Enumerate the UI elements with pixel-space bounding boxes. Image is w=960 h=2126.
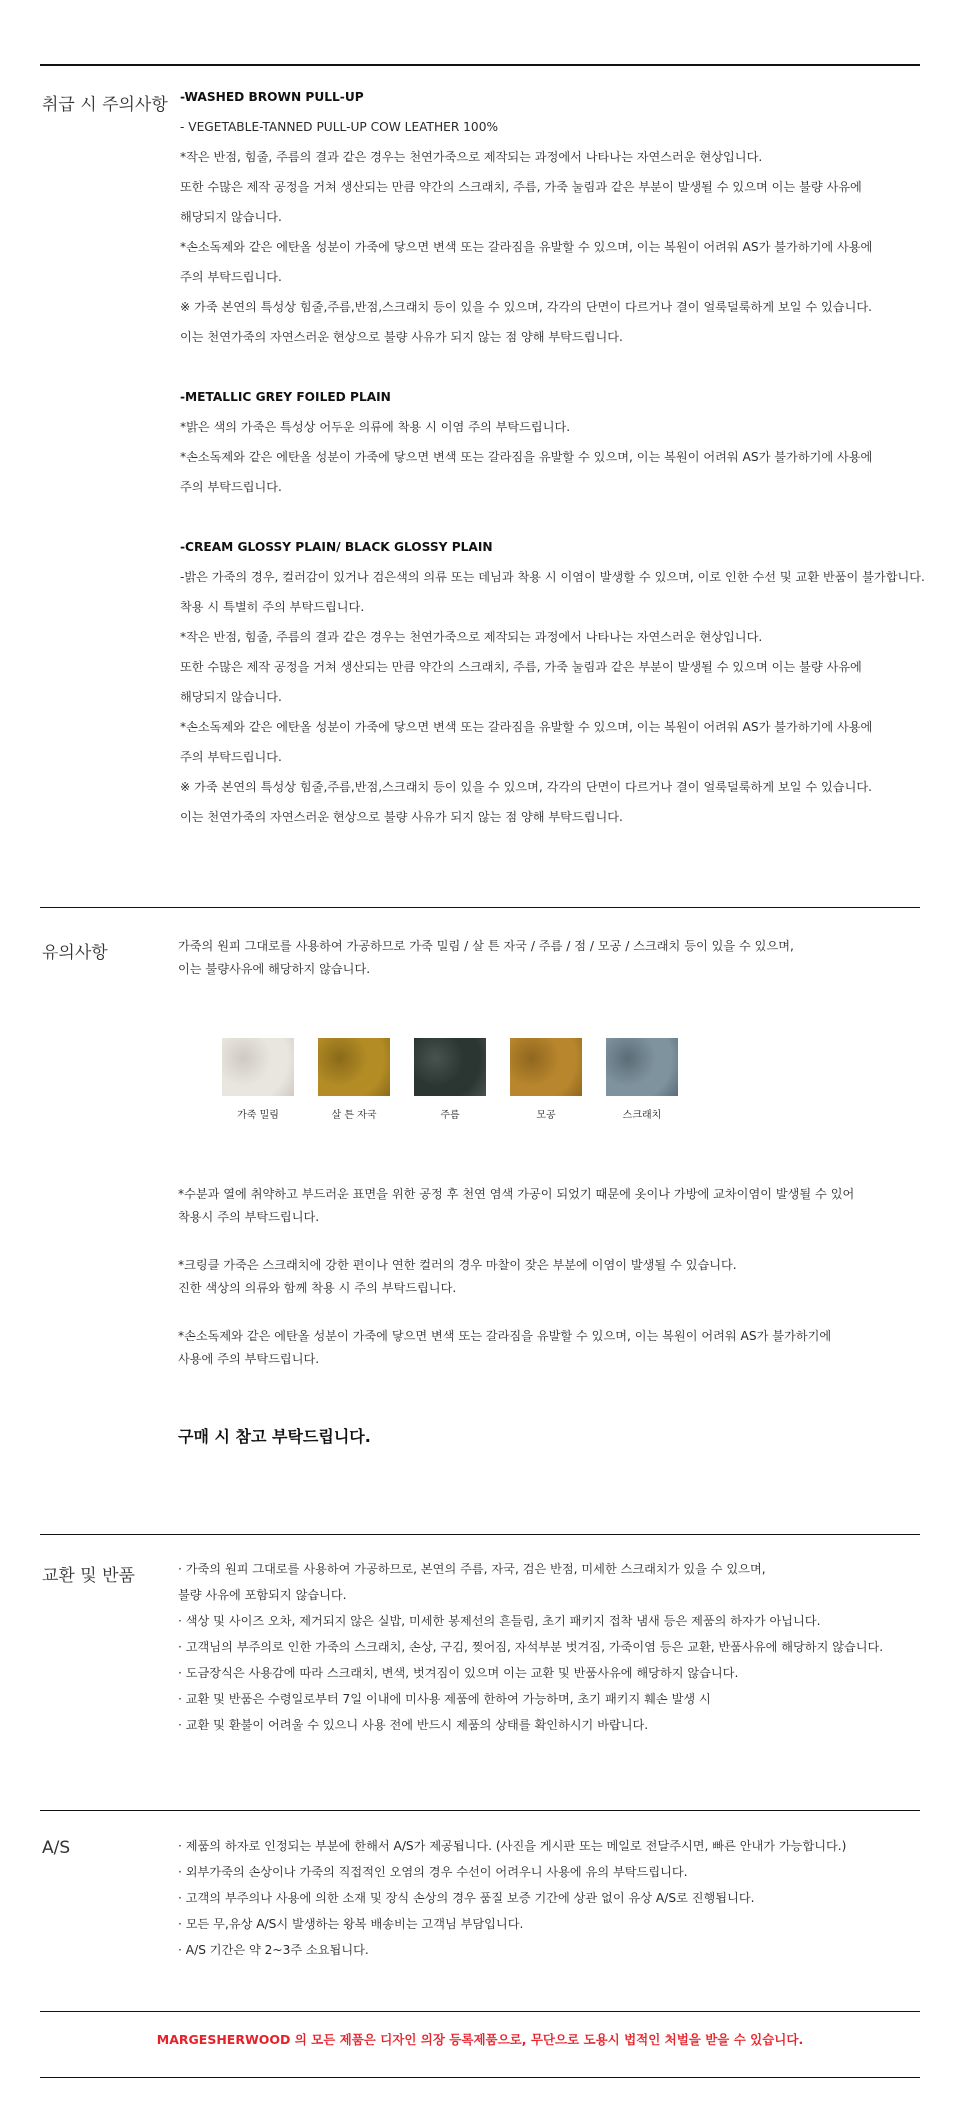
caution-note-line: *크링클 가죽은 스크래치에 강한 편이나 연한 컬러의 경우 마찰이 잦은 부분에 이염이 발생될 수 있습니다. — [178, 1258, 737, 1272]
care-line: 또한 수많은 제작 공정을 거쳐 생산되는 만큼 약간의 스크래치, 주름, 가죽 눌림과 같은 부분이 발생될 수 있으며 이는 불량 사유에 — [180, 180, 862, 194]
swatch-label: 가죽 밀림 — [237, 1110, 279, 1121]
swatch-item — [606, 1038, 678, 1121]
exchange-bullet: 불량 사유에 포함되지 않습니다. — [178, 1588, 347, 1602]
leather-swatches — [222, 1038, 682, 1121]
exchange-bullet: · 교환 및 환불이 어려울 수 있으니 사용 전에 반드시 제품의 상태를 확인하시기 바랍니다. — [178, 1718, 649, 1732]
as-bullet: · 고객의 부주의나 사용에 의한 소재 및 장식 손상의 경우 품질 보증 기간에 상관 없이 유상 A/S로 진행됩니다. — [178, 1891, 755, 1905]
care-line: *손소독제와 같은 에탄올 성분이 가죽에 닿으면 변색 또는 갈라짐을 유발할 수 있으며, 이는 복원이 어려워 AS가 불가하기에 사용에 — [180, 720, 873, 734]
swatch-label: 스크래치 — [622, 1110, 662, 1121]
copyright-notice: MARGESHERWOOD 의 모든 제품은 디자인 의장 등록제품으로, 무단으로 도용시 법적인 처벌을 받을 수 있습니다. — [156, 2032, 804, 2047]
as-bullet: · 외부가죽의 손상이나 가죽의 직접적인 오염의 경우 수선이 어려우니 사용에 유의 부탁드립니다. — [178, 1865, 688, 1879]
care-line: 또한 수많은 제작 공정을 거쳐 생산되는 만큼 약간의 스크래치, 주름, 가죽 눌림과 같은 부분이 발생될 수 있으며 이는 불량 사유에 — [180, 660, 862, 674]
exchange-bullet: · 색상 및 사이즈 오차, 제거되지 않은 실밥, 미세한 봉제선의 흔들림, 초기 패키지 접착 냄새 등은 제품의 하자가 아닙니다. — [178, 1614, 821, 1628]
caution-note — [178, 1183, 938, 1229]
exchange-bullet: · 고객님의 부주의로 인한 가죽의 스크래치, 손상, 구김, 찢어짐, 자석부분 벗겨짐, 가죽이염 등은 교환, 반품사유에 해당하지 않습니다. — [178, 1640, 884, 1654]
leather-texture-image — [414, 1038, 486, 1096]
divider-exchange — [40, 1534, 920, 1535]
exchange-policy — [178, 1556, 938, 1738]
product-title: -CREAM GLOSSY PLAIN/ BLACK GLOSSY PLAIN — [180, 540, 493, 554]
care-line: 주의 부탁드립니다. — [180, 270, 282, 284]
swatch-label: 주름 — [440, 1110, 460, 1121]
caution-heading: 유의사항 — [42, 943, 108, 963]
caution-intro — [178, 935, 938, 981]
care-line: *작은 반점, 힘줄, 주름의 결과 같은 경우는 천연가죽으로 제작되는 과정에서 나타나는 자연스러운 현상입니다. — [180, 150, 763, 164]
exchange-bullet: · 도금장식은 사용감에 따라 스크래치, 변색, 벗겨짐이 있으며 이는 교환 및 반품사유에 해당하지 않습니다. — [178, 1666, 739, 1680]
care-line: -밝은 가죽의 경우, 컬러감이 있거나 검은색의 의류 또는 데님과 착용 시 이염이 발생할 수 있으며, 이로 인한 수선 및 교환 반품이 불가합니다. — [180, 570, 925, 584]
product-title: -METALLIC GREY FOILED PLAIN — [180, 390, 391, 404]
spacer — [180, 352, 940, 382]
swatch-item — [414, 1038, 486, 1121]
product-title: -WASHED BROWN PULL-UP — [180, 90, 364, 104]
caution-note-line: 사용에 주의 부탁드립니다. — [178, 1352, 320, 1366]
swatch-label: 모공 — [536, 1110, 556, 1121]
exchange-bullet: · 교환 및 반품은 수령일로부터 7일 이내에 미사용 제품에 한하여 가능하며, 초기 패키지 훼손 발생 시 — [178, 1692, 711, 1706]
leather-texture-image — [510, 1038, 582, 1096]
as-bullet: · A/S 기간은 약 2~3주 소요됩니다. — [178, 1943, 369, 1957]
caution-intro-line: 이는 불량사유에 해당하지 않습니다. — [178, 962, 371, 976]
divider-footer-top — [40, 2011, 920, 2012]
caution-note-line: 진한 색상의 의류와 함께 착용 시 주의 부탁드립니다. — [178, 1281, 457, 1295]
care-line: 해당되지 않습니다. — [180, 210, 282, 224]
care-line: 주의 부탁드립니다. — [180, 480, 282, 494]
care-instructions — [180, 82, 940, 832]
care-line: 이는 천연가죽의 자연스러운 현상으로 불량 사유가 되지 않는 점 양해 부탁드립니다. — [180, 330, 623, 344]
care-line: ※ 가죽 본연의 특성상 힘줄,주름,반점,스크래치 등이 있을 수 있으며, 각각의 단면이 다르거나 결이 얼룩덜룩하게 보일 수 있습니다. — [180, 300, 872, 314]
divider-as — [40, 1810, 920, 1811]
caution-note-line: *손소독제와 같은 에탄올 성분이 가죽에 닿으면 변색 또는 갈라짐을 유발할 수 있으며, 이는 복원이 어려워 AS가 불가하기에 — [178, 1329, 832, 1343]
care-line: *밝은 색의 가죽은 특성상 어두운 의류에 착용 시 이염 주의 부탁드립니다. — [180, 420, 571, 434]
swatch-item — [318, 1038, 390, 1121]
divider-caution — [40, 907, 920, 908]
divider-top — [40, 64, 920, 66]
leather-texture-image — [318, 1038, 390, 1096]
divider-footer-bottom — [40, 2077, 920, 2078]
care-line: 이는 천연가죽의 자연스러운 현상으로 불량 사유가 되지 않는 점 양해 부탁드립니다. — [180, 810, 623, 824]
care-line: 해당되지 않습니다. — [180, 690, 282, 704]
as-policy — [178, 1833, 938, 1963]
care-line: - VEGETABLE-TANNED PULL-UP COW LEATHER 100% — [180, 120, 499, 134]
spacer — [180, 502, 940, 532]
swatch-item — [222, 1038, 294, 1121]
as-heading: A/S — [42, 1838, 71, 1858]
swatch-label: 살 튼 자국 — [331, 1110, 377, 1121]
purchase-notice: 구매 시 참고 부탁드립니다. — [178, 1427, 371, 1446]
as-bullet: · 모든 무,유상 A/S시 발생하는 왕복 배송비는 고객님 부담입니다. — [178, 1917, 524, 1931]
care-line: *작은 반점, 힘줄, 주름의 결과 같은 경우는 천연가죽으로 제작되는 과정에서 나타나는 자연스러운 현상입니다. — [180, 630, 763, 644]
caution-intro-line: 가죽의 원피 그대로를 사용하여 가공하므로 가죽 밀림 / 살 튼 자국 / 주름 / 점 / 모공 / 스크래치 등이 있을 수 있으며, — [178, 939, 794, 953]
caution-note — [178, 1254, 938, 1300]
care-line: 주의 부탁드립니다. — [180, 750, 282, 764]
exchange-heading: 교환 및 반품 — [42, 1566, 135, 1586]
leather-texture-image — [606, 1038, 678, 1096]
leather-texture-image — [222, 1038, 294, 1096]
swatch-item — [510, 1038, 582, 1121]
exchange-bullet: · 가죽의 원피 그대로를 사용하여 가공하므로, 본연의 주름, 자국, 검은 반점, 미세한 스크래치가 있을 수 있으며, — [178, 1562, 766, 1576]
care-heading: 취급 시 주의사항 — [42, 95, 168, 115]
care-line: *손소독제와 같은 에탄올 성분이 가죽에 닿으면 변색 또는 갈라짐을 유발할 수 있으며, 이는 복원이 어려워 AS가 불가하기에 사용에 — [180, 450, 873, 464]
caution-note-line: 착용시 주의 부탁드립니다. — [178, 1210, 320, 1224]
care-line: 착용 시 특별히 주의 부탁드립니다. — [180, 600, 365, 614]
caution-note — [178, 1325, 938, 1371]
caution-notes — [178, 1183, 938, 1396]
care-line: *손소독제와 같은 에탄올 성분이 가죽에 닿으면 변색 또는 갈라짐을 유발할 수 있으며, 이는 복원이 어려워 AS가 불가하기에 사용에 — [180, 240, 873, 254]
caution-note-line: *수분과 열에 취약하고 부드러운 표면을 위한 공정 후 천연 염색 가공이 되었기 때문에 옷이나 가방에 교차이염이 발생될 수 있어 — [178, 1187, 855, 1201]
as-bullet: · 제품의 하자로 인정되는 부분에 한해서 A/S가 제공됩니다. (사진을 게시판 또는 메일로 전달주시면, 빠른 안내가 가능합니다.) — [178, 1839, 847, 1853]
care-line: ※ 가죽 본연의 특성상 힘줄,주름,반점,스크래치 등이 있을 수 있으며, 각각의 단면이 다르거나 결이 얼룩덜룩하게 보일 수 있습니다. — [180, 780, 872, 794]
